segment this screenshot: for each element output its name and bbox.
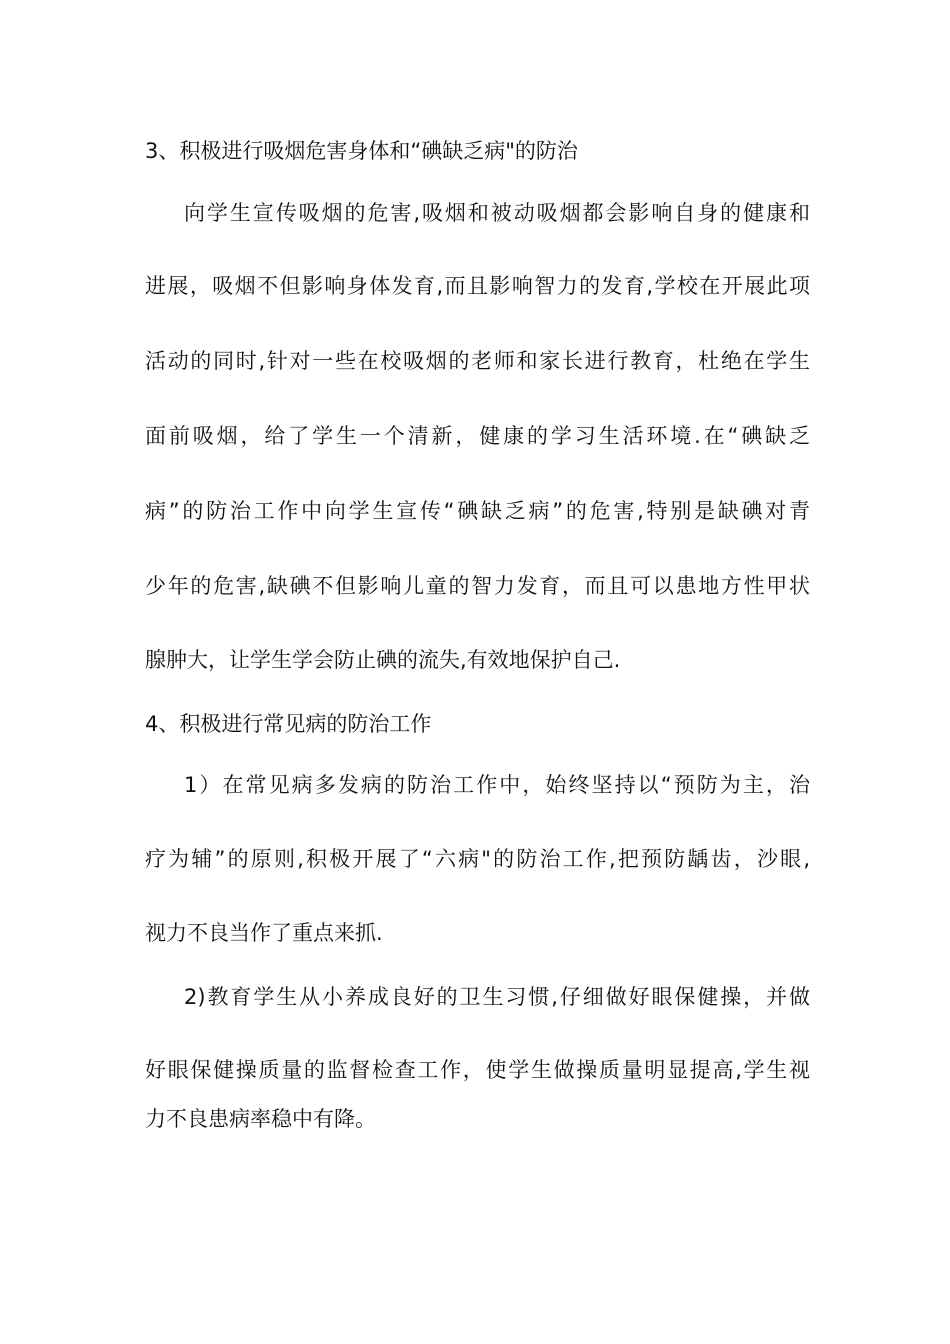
section-3-heading: 3、积极进行吸烟危害身体和“碘缺乏病"的防治: [145, 139, 578, 163]
paragraph-line: 病”的防治工作中向学生宣传“碘缺乏病”的危害,特别是缺碘对青: [145, 499, 810, 523]
section-4-heading: 4、积极进行常见病的防治工作: [145, 712, 432, 736]
paragraph-line: 面前吸烟，给了学生一个清新，健康的学习生活环境.在“碘缺乏: [145, 424, 810, 448]
paragraph-line: 进展，吸烟不但影响身体发育,而且影响智力的发育,学校在开展此项: [145, 274, 810, 298]
paragraph-line: 向学生宣传吸烟的危害,吸烟和被动吸烟都会影响自身的健康和: [184, 201, 810, 225]
paragraph-line: 疗为辅”的原则,积极开展了“六病"的防治工作,把预防龋齿，沙眼,: [145, 847, 810, 871]
paragraph-line: 少年的危害,缺碘不但影响儿童的智力发育，而且可以患地方性甲状: [145, 574, 810, 598]
paragraph-line: 活动的同时,针对一些在校吸烟的老师和家长进行教育，杜绝在学生: [145, 349, 810, 373]
paragraph-line: 好眼保健操质量的监督检查工作，使学生做操质量明显提高,学生视: [145, 1058, 810, 1082]
paragraph-line: 力不良患病率稳中有降。: [145, 1107, 376, 1131]
paragraph-line: 2)教育学生从小养成良好的卫生习惯,仔细做好眼保健操，并做: [184, 985, 810, 1009]
paragraph-line: 1）在常见病多发病的防治工作中，始终坚持以“预防为主，治: [184, 773, 810, 797]
paragraph-line: 腺肿大，让学生学会防止碘的流失,有效地保护自己.: [145, 648, 621, 672]
paragraph-line: 视力不良当作了重点来抓.: [145, 921, 383, 945]
